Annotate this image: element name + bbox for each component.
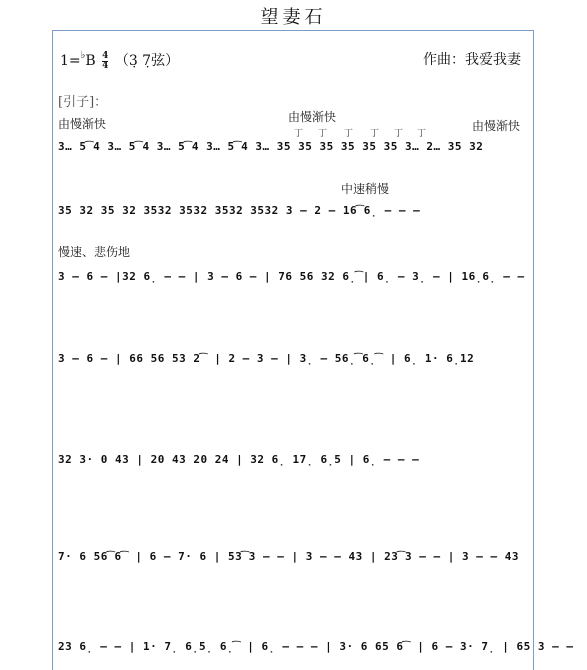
score-line-1 xyxy=(58,140,528,153)
tempo-marking-2: 由慢渐快 xyxy=(288,110,337,124)
score-line-5 xyxy=(58,453,528,466)
key-tonic: B xyxy=(85,53,96,69)
time-signature xyxy=(102,52,108,71)
pluck-mark: 丁 xyxy=(370,129,380,139)
page-left-border xyxy=(52,30,53,670)
score-line-6 xyxy=(58,550,528,563)
score-line-3 xyxy=(58,270,528,283)
notation-text: 7· 6 56͡6͡ | 6 – 7· 6 | 53͡3 – – | 3 – – 43 | 23͡3 – – | 3 – – 43 xyxy=(58,550,519,563)
page-top-border xyxy=(52,30,534,31)
time-denominator: 4 xyxy=(102,60,109,71)
score-line-2 xyxy=(58,204,528,217)
notation-text: 23 6̣ – – | 1· 7̣ 6̣5̣ 6̣͡ | 6̣ – – – | 3· 6 65 6͡ | 6 – 3· 7̣ | 65 3 – – xyxy=(58,640,574,653)
tempo-marking-3: 由慢渐快 xyxy=(472,119,521,133)
notation-text: 32 3· 0 43 | 20 43 20 24 | 32 6̣ 17̣ 6̣5 | 6̣ – – – xyxy=(58,453,420,466)
time-numerator: 4 xyxy=(102,50,109,61)
pluck-mark: 丁 xyxy=(344,129,354,139)
intro-label: [引子]： xyxy=(58,95,108,110)
tempo-marking-5: 慢速、悲伤地 xyxy=(58,245,131,259)
key-signature xyxy=(60,50,179,71)
tempo-marking-1: 由慢渐快 xyxy=(58,117,107,131)
score-line-4 xyxy=(58,352,528,365)
key-prefix: 1= xyxy=(60,53,81,69)
pluck-mark: 丁 xyxy=(394,129,404,139)
tempo-marking-4: 中速稍慢 xyxy=(341,182,390,196)
notation-text: 3… 5͡4 3… 5͡4 3… 5͡4 3… 5͡4 3… 35 35 35 35 35 35 3… 2… 35 32 xyxy=(58,140,484,153)
composer-credit: 作曲：我爱我妻 xyxy=(423,52,521,68)
flat-symbol: ♭ xyxy=(80,50,86,61)
pluck-mark: 丁 xyxy=(417,129,427,139)
page-title: 望妻石 xyxy=(260,7,327,28)
notation-text: 3 – 6 – |32 6̣ – – | 3 – 6 – | 76 56 32 6̣͡| 6̣ – 3̣ – | 16̣6̣ – – xyxy=(58,270,525,283)
notation-text: 35 32 35 32 3532 3532 3532 3532 3 – 2 – 16͡6̣ – – – xyxy=(58,204,421,217)
tuning-text: （3̣ 7̣弦） xyxy=(114,53,180,69)
notation-text: 3 – 6 – | 66 56 53 2͡ | 2 – 3 – | 3̣ – 56̣͡6̣͡ | 6̣ 1· 6̣12 xyxy=(58,352,475,365)
pluck-mark: 丁 xyxy=(318,129,328,139)
pluck-mark: 丁 xyxy=(294,129,304,139)
page-right-border xyxy=(533,30,534,670)
score-line-7 xyxy=(58,640,574,653)
